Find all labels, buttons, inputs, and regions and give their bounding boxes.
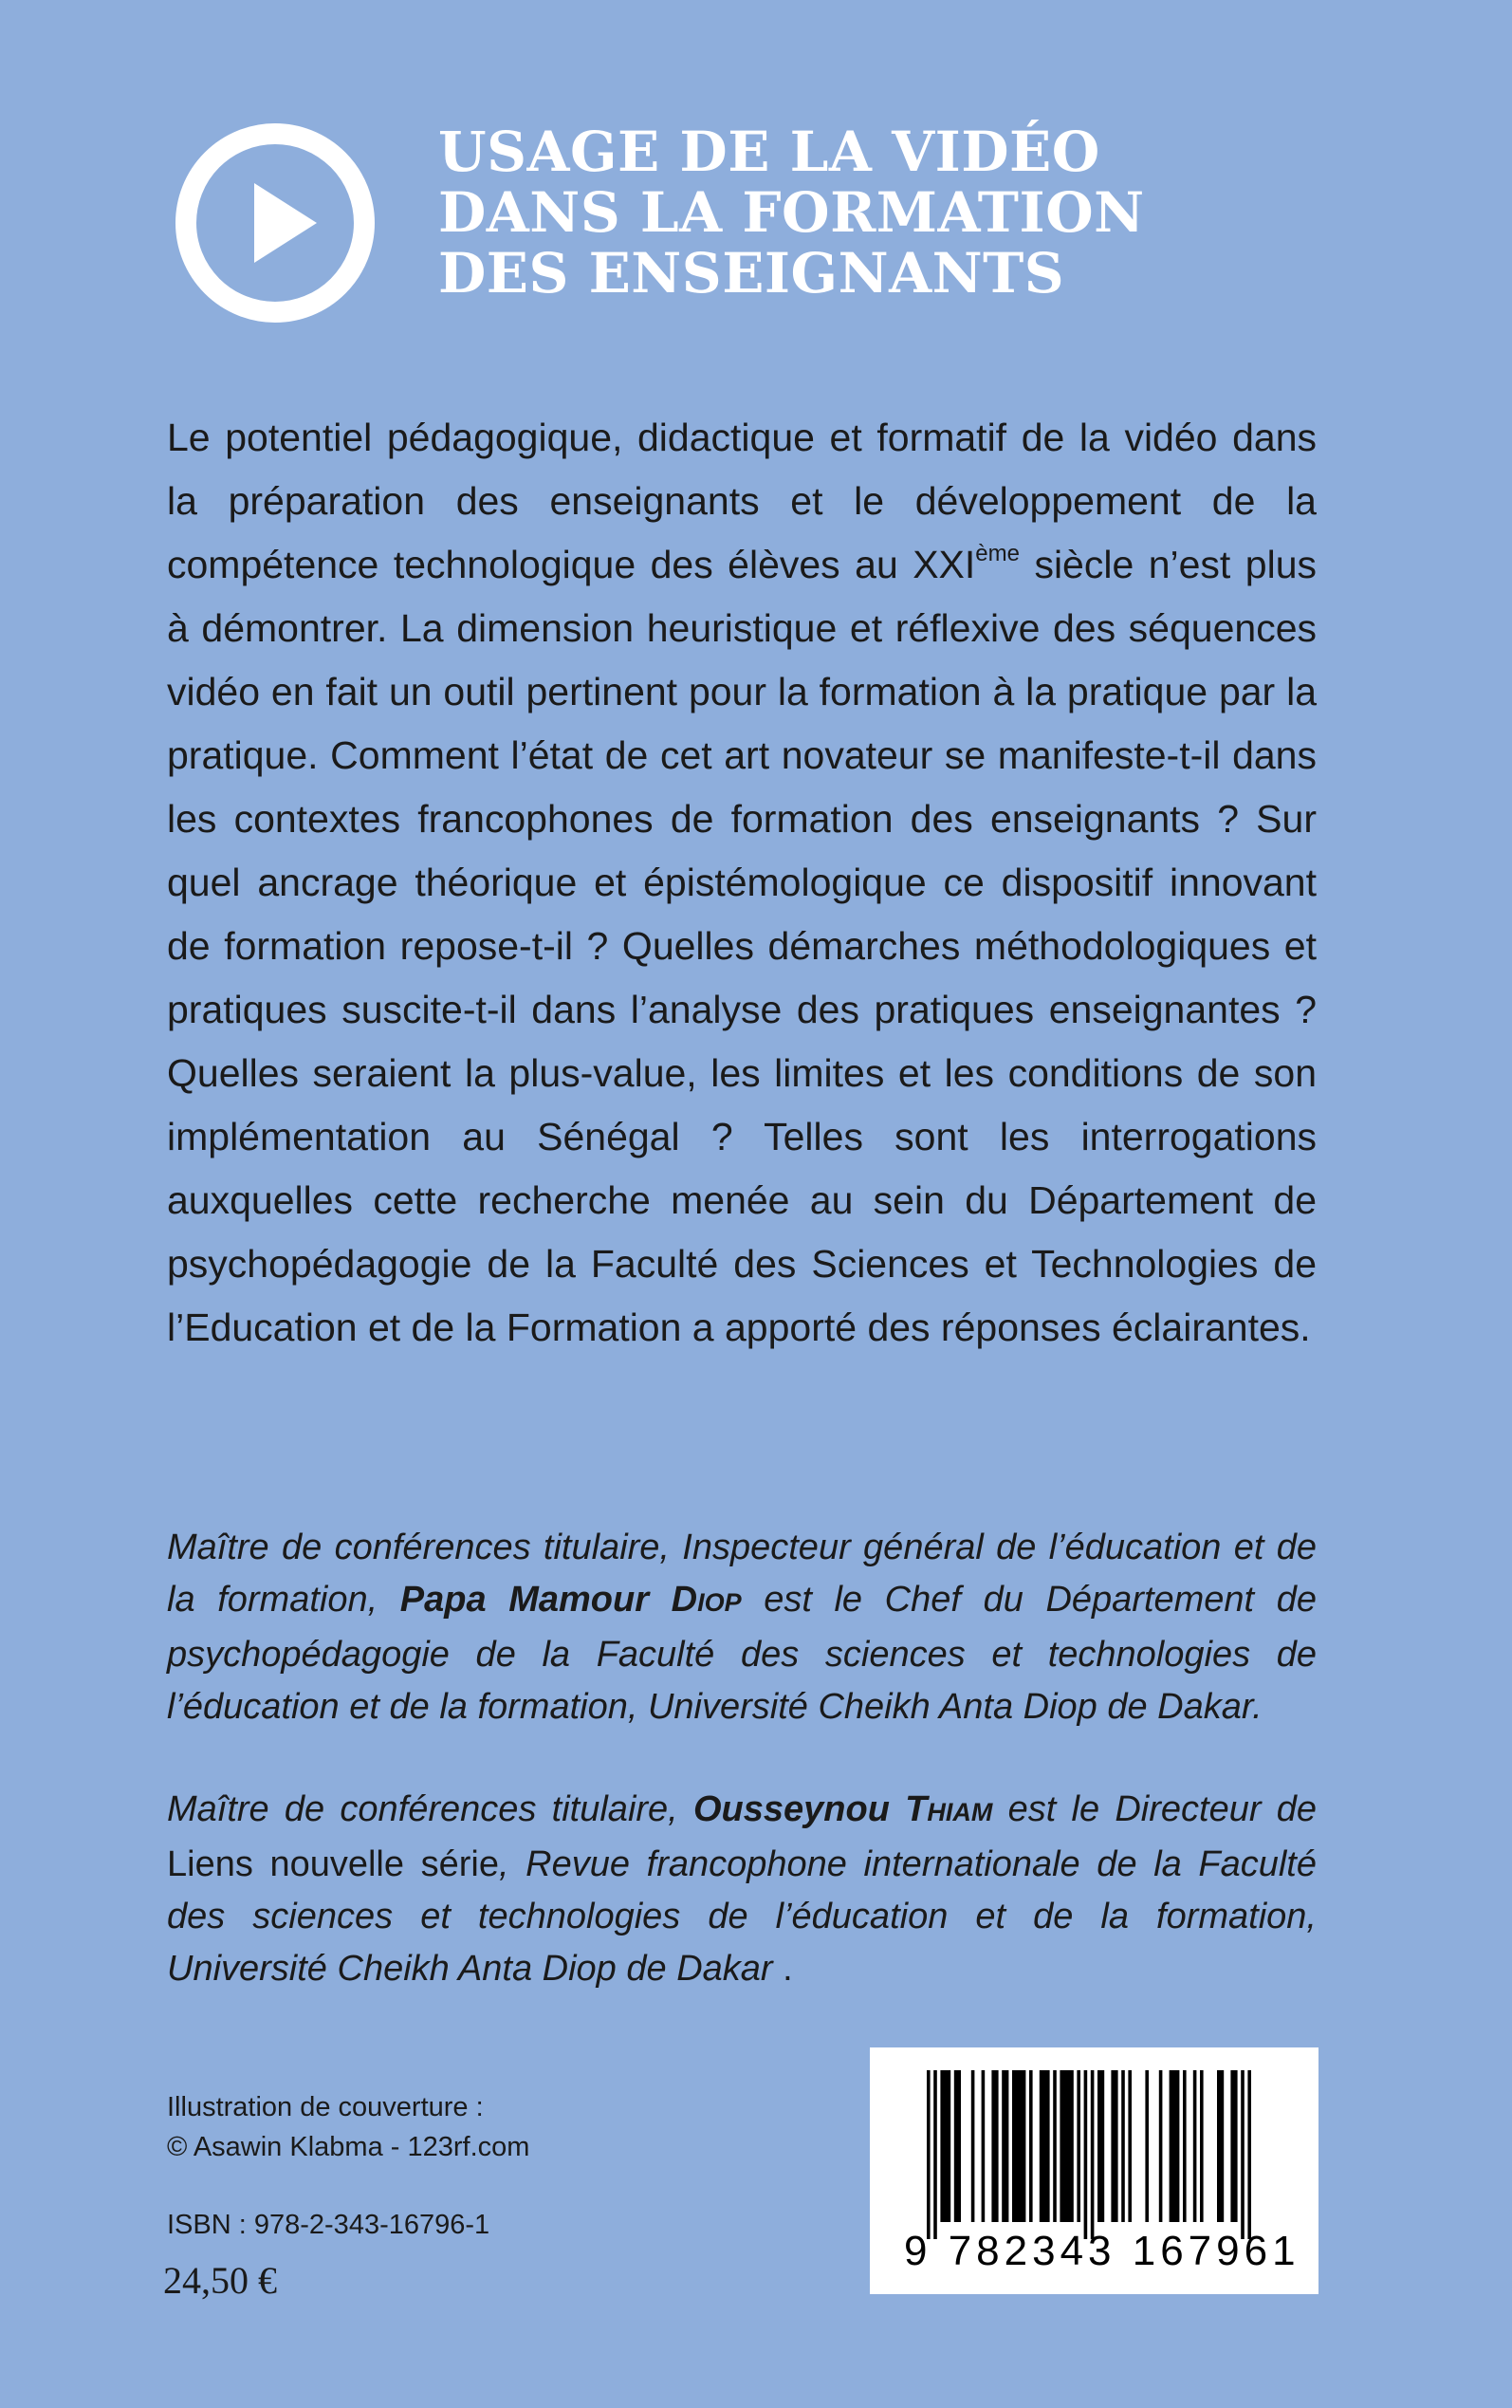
barcode-bar-13 [1077, 2070, 1080, 2222]
summary-superscript: ème [975, 541, 1020, 566]
summary-text-end: siècle n’est plus à démontrer. La dimension heuristique et réflexive des séquences vidéo en fait un outil pertinent pour la formation à la pratique par la pratique. Comment l’état de cet art novateur se manifeste-t-il dans les contextes francophones de formation des enseignants ? Sur quel ancrage théorique et épistémologique ce dispositif innovant de formation repose-t-il ? Quelles démarches méthodologiques et pratiques suscite-t-il dans l’analyse des pratiques enseignantes ? Quelles seraient la plus-value, les limites et les conditions de son implémentation au Sénégal ? Telles sont les interrogations auxquelles cette recherche menée au sein du Département de psychopédagogie de la Faculté des Sciences et Technologies de l’Education et de la Formation a apporté des réponses éclairantes. [167, 543, 1317, 1349]
barcode-bar-19 [1128, 2070, 1132, 2222]
credit-line-1: Illustration de couverture : [167, 2092, 484, 2122]
barcode-bar-7 [1002, 2070, 1008, 2222]
barcode-bar-15 [1091, 2070, 1095, 2239]
price: 24,50 € [163, 2259, 277, 2302]
author-name-1: Papa Mamour DIOP [399, 1580, 742, 1620]
barcode-bar-12 [1060, 2070, 1073, 2222]
book-summary [167, 406, 1317, 1360]
barcode-bar-5 [982, 2070, 986, 2222]
title-line-2: DANS LA FORMATION [438, 180, 1145, 245]
bio2-final-period: . [772, 1949, 793, 1989]
title-line-1: USAGE DE LA VIDÉO [438, 120, 1100, 184]
barcode-bar-17 [1111, 2070, 1117, 2222]
barcode-bar-26 [1217, 2070, 1224, 2222]
barcode-bar-1 [933, 2070, 937, 2239]
bio1-text-start: Maître de conférences titulaire, Inspecteur général de l’éducation et de la formation, [167, 1528, 1317, 1620]
book-title [438, 121, 1145, 304]
cover-credit [167, 2087, 529, 2167]
author-bio-2 [167, 1784, 1317, 1995]
bio2-text-middle: est le Directeur de [992, 1789, 1318, 1829]
bio1-text-end: est le Chef du Département de psychopédagogie de la Faculté des sciences et technologies de l’éducation et de la formation, Université Cheikh Anta Diop de Dakar. [167, 1580, 1317, 1727]
barcode-bar-27 [1230, 2070, 1237, 2222]
barcode-bar-24 [1193, 2070, 1197, 2222]
barcode-digits: 9 782343 167961 [904, 2228, 1300, 2274]
summary-text-start: Le potentiel pédagogique, didactique et formatif de la vidéo dans la préparation des enseignants et le développement de la compétence technologique des élèves au XXI [167, 416, 1317, 586]
isbn: ISBN : 978-2-343-16796-1 [167, 2210, 490, 2240]
author-name-2: Ousseynou THIAM [692, 1789, 993, 1829]
barcode-bar-22 [1170, 2070, 1180, 2222]
barcode-bar-4 [971, 2070, 975, 2222]
barcode-bar-21 [1159, 2070, 1163, 2222]
barcode [870, 2047, 1318, 2294]
journal-name: Liens nouvelle série [167, 1844, 499, 1884]
credit-line-2: © Asawin Klabma - 123rf.com [167, 2132, 530, 2162]
barcode-bar-18 [1121, 2070, 1125, 2222]
barcode-bar-9 [1029, 2070, 1033, 2222]
barcode-bar-23 [1183, 2070, 1187, 2222]
barcode-bar-3 [954, 2070, 961, 2222]
barcode-bar-11 [1053, 2070, 1057, 2222]
barcode-bar-8 [1012, 2070, 1025, 2222]
barcode-bar-20 [1145, 2070, 1149, 2222]
bio2-text-end: , Revue francophone internationale de la Faculté des sciences et technologies de l’éducation et de la formation, Université Cheikh Anta Diop de Dakar [167, 1844, 1317, 1989]
barcode-bar-14 [1084, 2070, 1088, 2239]
barcode-bar-2 [940, 2070, 950, 2222]
barcode-bar-6 [991, 2070, 998, 2222]
barcode-bar-16 [1097, 2070, 1104, 2222]
barcode-bar-28 [1241, 2070, 1245, 2239]
barcode-bar-29 [1247, 2070, 1251, 2239]
title-line-3: DES ENSEIGNANTS [438, 241, 1065, 306]
barcode-bar-25 [1200, 2070, 1204, 2222]
barcode-bar-10 [1040, 2070, 1050, 2222]
bio2-text-start: Maître de conférences titulaire, [167, 1789, 693, 1829]
play-circle-icon [175, 122, 376, 324]
barcode-bar-0 [927, 2070, 931, 2239]
author-bio-1 [167, 1522, 1317, 1733]
